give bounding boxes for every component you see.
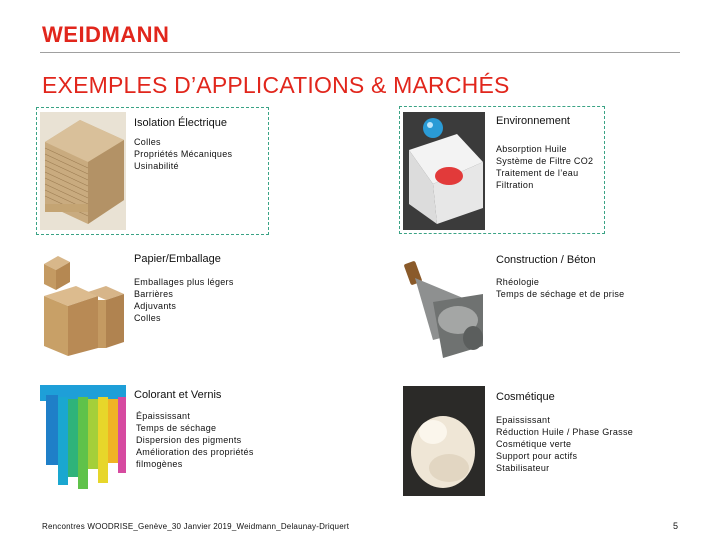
concrete-trowel-icon <box>403 250 485 362</box>
list-item: Stabilisateur <box>496 463 550 473</box>
list-item: Amélioration des propriétés filmogènes <box>136 447 254 469</box>
cardboard-boxes-icon <box>40 252 126 360</box>
section-heading-cosmetics: Cosmétique <box>496 391 555 403</box>
list-item: Temps de séchage et de prise <box>496 289 625 299</box>
paint-drips-icon <box>40 385 126 495</box>
section-heading-construction: Construction / Béton <box>496 254 596 266</box>
page-title: EXEMPLES D’APPLICATIONS & MARCHÉS <box>42 72 510 98</box>
section-heading-electrical: Isolation Électrique <box>134 117 227 129</box>
section-items-cosmetics <box>496 414 633 474</box>
absorbent-foam-icon <box>403 112 485 230</box>
list-item: Emballages plus légers <box>134 277 234 287</box>
list-item: Absorption Huile <box>496 144 567 154</box>
list-item: Colles <box>134 313 161 323</box>
list-item: Dispersion des pigments <box>136 435 242 445</box>
list-item: Propriétés Mécaniques <box>134 149 233 159</box>
list-item: Epaississant <box>496 415 551 425</box>
list-item: Traitement de l’eau <box>496 168 579 178</box>
list-item: Cosmétique verte <box>496 439 572 449</box>
footer-text: Rencontres WOODRISE_Genève_30 Janvier 2019_Weidmann_Delaunay-Driquert <box>42 522 350 531</box>
section-items-packaging <box>134 276 234 324</box>
section-items-construction <box>496 276 624 300</box>
section-items-electrical <box>134 136 232 172</box>
page-number: 5 <box>673 521 679 531</box>
list-item: Colles <box>134 137 161 147</box>
list-item: Temps de séchage <box>136 423 217 433</box>
list-item: Barrières <box>134 289 174 299</box>
section-heading-paint: Colorant et Vernis <box>134 389 222 401</box>
list-item: Usinabilité <box>134 161 179 171</box>
section-items-environment <box>496 143 593 191</box>
list-item: Rhéologie <box>496 277 540 287</box>
cream-jar-icon <box>403 386 485 496</box>
list-item: Réduction Huile / Phase Grasse <box>496 427 634 437</box>
list-item: Filtration <box>496 180 534 190</box>
section-heading-environment: Environnement <box>496 115 570 127</box>
section-heading-packaging: Papier/Emballage <box>134 253 221 265</box>
list-item: Système de Filtre CO2 <box>496 156 594 166</box>
list-item: Support pour actifs <box>496 451 578 461</box>
list-item: Épaississant <box>136 411 191 421</box>
list-item: Adjuvants <box>134 301 177 311</box>
weidmann-logo: WEIDMANN <box>42 22 170 47</box>
header-divider <box>40 52 680 53</box>
pressboard-stack-icon <box>40 112 126 230</box>
section-items-paint <box>136 410 271 470</box>
